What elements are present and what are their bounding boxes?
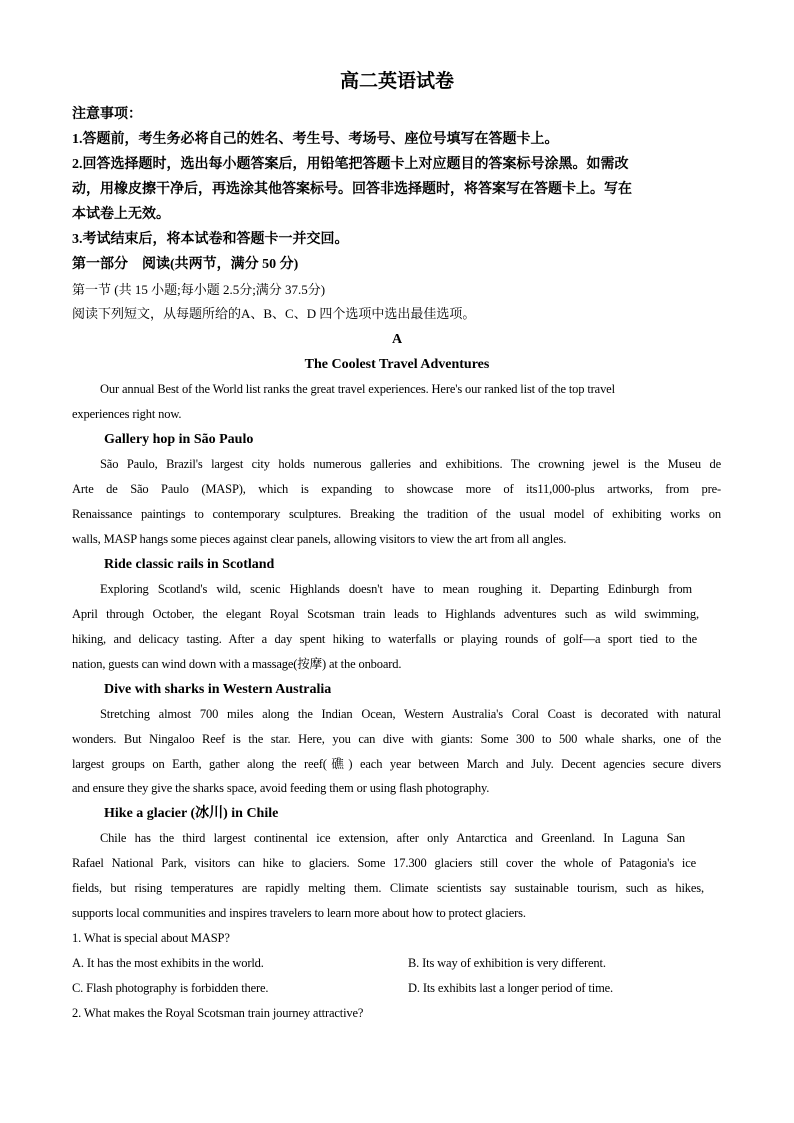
paragraph-line: Rafael National Park, visitors can hike to glaciers. Some 17.300 glaciers still cover the whole of Patagonia's ice: [72, 856, 696, 870]
paragraph-line: Chile has the third largest continental ice extension, after only Antarctica and Greenland. In Laguna San: [100, 831, 685, 845]
section-heading-australia: Dive with sharks in Western Australia: [104, 682, 332, 697]
section-heading-sao-paulo: Gallery hop in São Paulo: [104, 432, 254, 447]
section-heading-chile: Hike a glacier (冰川) in Chile: [104, 806, 279, 821]
passage-label: A: [391, 332, 403, 347]
paragraph-line: Stretching almost 700 miles along the Indian Ocean, Western Australia's Coral Coast is decorated with natural: [100, 707, 721, 721]
paragraph-line: São Paulo, Brazil's largest city holds numerous galleries and exhibitions. The crowning jewel is the Museu de: [100, 457, 721, 471]
instruction: 阅读下列短文，从每题所给的A、B、C、D 四个选项中选出最佳选项。: [72, 306, 476, 321]
note-2-line-2: 动，用橡皮擦干净后，再选涂其他答案标号。回答非选择题时，将答案写在答题卡上。写在: [72, 182, 632, 197]
paragraph-line: fields, but rising temperatures are rapidly melting them. Climate scientists say sustainable tourism, such as hikes,: [72, 881, 704, 895]
part1-heading: 第一部分 阅读(共两节，满分 50 分): [72, 257, 299, 272]
paragraph-line: hiking, and delicacy tasting. After a day spent hiking to waterfalls or playing rounds of golf—a sport tied to the: [72, 632, 697, 646]
section-heading-scotland: Ride classic rails in Scotland: [104, 557, 275, 572]
paragraph-line: April through October, the elegant Royal Scotsman train leads to Highlands adventures such as wild swimming,: [72, 607, 699, 621]
paragraph-line: walls, MASP hangs some pieces against clear panels, allowing visitors to view the art from all angles.: [72, 532, 567, 546]
page-title: 高二英语试卷: [339, 71, 454, 92]
paragraph-line: largest groups on Earth, gather along the reef(礁) each year between March and July. Decent agencies secure divers: [72, 757, 721, 771]
note-2-line-1: 2.回答选择题时，选出每小题答案后，用铅笔把答题卡上对应题目的答案标号涂黑。如需改: [72, 157, 629, 172]
section1-heading: 第一节 (共 15 小题;每小题 2.5分;满分 37.5分): [72, 282, 326, 297]
intro-line-1: Our annual Best of the World list ranks the great travel experiences. Here's our ranked list of the top travel: [100, 382, 615, 396]
intro-line-2: experiences right now.: [72, 407, 182, 421]
notes-heading: 注意事项：: [72, 107, 142, 122]
question-1-option-c: C. Flash photography is forbidden there.: [72, 981, 269, 995]
paragraph-line: wonders. But Ningaloo Reef is the star. Here, you can dive with giants: Some 300 to 500 whale sharks, one of the: [72, 732, 721, 746]
paragraph-line: Renaissance paintings to contemporary sculptures. Breaking the tradition of the usual model of exhibiting works on: [72, 507, 721, 521]
note-3: 3.考试结束后，将本试卷和答题卡一并交回。: [72, 232, 349, 247]
paragraph-line: Arte de São Paulo (MASP), which is expanding to showcase more of its11,000-plus artworks, from pre-: [72, 482, 721, 496]
paragraph-line: Exploring Scotland's wild, scenic Highlands doesn't have to mean roughing it. Departing Edinburgh from: [100, 582, 692, 596]
paragraph-line: supports local communities and inspires travelers to learn more about how to protect glaciers.: [72, 906, 526, 920]
note-2-line-3: 本试卷上无效。: [72, 207, 170, 222]
question-1-option-b: B. Its way of exhibition is very different.: [408, 956, 606, 970]
question-1-option-d: D. Its exhibits last a longer period of time.: [408, 981, 614, 995]
question-1-stem: 1. What is special about MASP?: [72, 931, 230, 945]
paragraph-line: nation, guests can wind down with a massage(按摩) at the onboard.: [72, 657, 402, 671]
note-1: 1.答题前，考生务必将自己的姓名、考生号、考场号、座位号填写在答题卡上。: [72, 132, 559, 147]
question-1-option-a: A. It has the most exhibits in the world.: [72, 956, 264, 970]
paragraph-line: and ensure they give the sharks space, avoid feeding them or using flash photography.: [72, 781, 490, 795]
passage-title: The Coolest Travel Adventures: [304, 357, 490, 372]
question-2-stem: 2. What makes the Royal Scotsman train journey attractive?: [72, 1006, 364, 1020]
